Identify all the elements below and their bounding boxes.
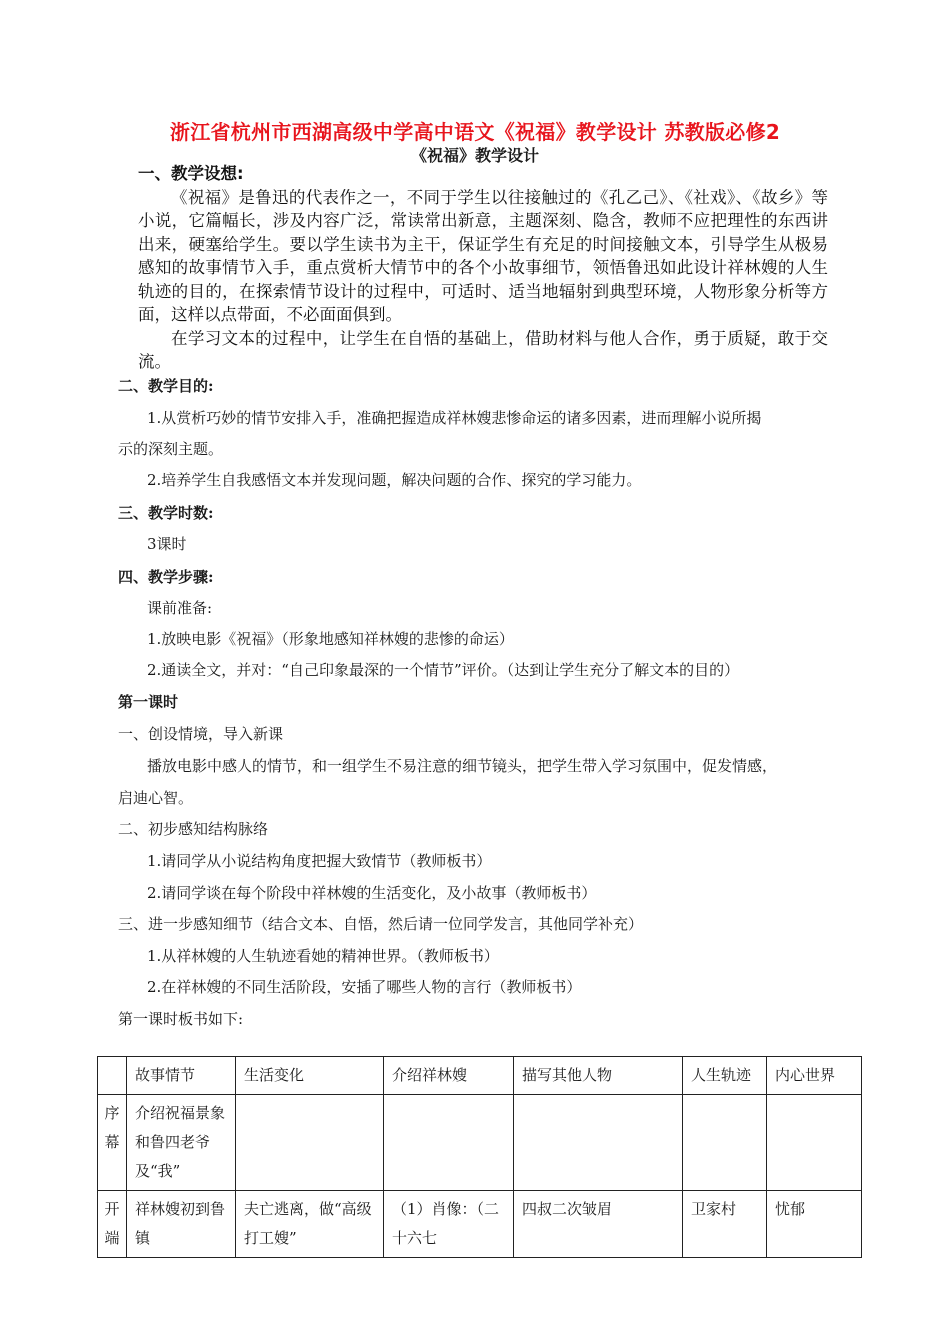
table-header-cell: 内心世界: [767, 1057, 862, 1095]
table-cell: 介绍祝福景象和鲁四老爷及“我”: [127, 1095, 236, 1191]
prep-item-1: 1.放映电影《祝福》（形象地感知祥林嫂的悲惨的命运）: [147, 630, 514, 648]
intro-paragraph-2: 在学习文本的过程中，让学生在自悟的基础上，借助材料与他人合作，勇于质疑，敢于交流。: [138, 328, 828, 371]
document-subtitle: 《祝福》教学设计: [410, 146, 539, 165]
intro-section: [138, 162, 828, 374]
table-header-cell: [98, 1057, 127, 1095]
table-header-cell: 人生轨迹: [683, 1057, 767, 1095]
hours-value: 3课时: [147, 535, 187, 553]
table-cell: 祥林嫂初到鲁镇: [127, 1191, 236, 1258]
section-heading-ideas: 一、教学设想:: [138, 164, 244, 183]
prep-label: 课前准备:: [147, 599, 213, 617]
section-heading-goals: 二、教学目的:: [118, 377, 214, 395]
table-cell: [514, 1095, 683, 1191]
table-row: [98, 1191, 862, 1258]
table-cell: 序幕: [98, 1095, 127, 1191]
table-cell: [767, 1095, 862, 1191]
goal-item-1: 1.从赏析巧妙的情节安排入手，准确把握造成祥林嫂悲惨命运的诸多因素，进而理解小说所揭: [147, 409, 762, 427]
section-heading-steps: 四、教学步骤:: [118, 568, 214, 586]
goal-item-1-cont: 示的深刻主题。: [118, 440, 224, 458]
lesson-heading: 第一课时: [118, 693, 179, 711]
board-table: [97, 1056, 862, 1258]
table-cell: [683, 1095, 767, 1191]
document-title: 浙江省杭州市西湖高级中学高中语文《祝福》教学设计 苏教版必修2: [169, 120, 781, 144]
prep-item-2: 2.通读全文，并对：“自己印象最深的一个情节”评价。（达到让学生充分了解文本的目的）: [147, 661, 740, 679]
step-2-item-2: 2.请同学谈在每个阶段中祥林嫂的生活变化，及小故事（教师板书）: [147, 884, 597, 902]
step-3-item-2: 2.在祥林嫂的不同生活阶段，安插了哪些人物的言行（教师板书）: [147, 978, 582, 996]
table-cell: 开端: [98, 1191, 127, 1258]
table-cell: 忧郁: [767, 1191, 862, 1258]
table-cell: 四叔二次皱眉: [514, 1191, 683, 1258]
step-3-item-1: 1.从祥林嫂的人生轨迹看她的精神世界。（教师板书）: [147, 947, 499, 965]
step-2: 二、初步感知结构脉络: [118, 820, 269, 838]
goal-item-2: 2.培养学生自我感悟文本并发现问题，解决问题的合作、探究的学习能力。: [147, 471, 642, 489]
table-header-cell: 生活变化: [236, 1057, 384, 1095]
table-cell: [384, 1095, 514, 1191]
table-header-cell: 故事情节: [127, 1057, 236, 1095]
table-cell: 卫家村: [683, 1191, 767, 1258]
table-row: [98, 1095, 862, 1191]
table-cell: （1）肖像：（二十六七: [384, 1191, 514, 1258]
table-cell: 夫亡逃离，做“高级打工嫂”: [236, 1191, 384, 1258]
step-3: 三、进一步感知细节（结合文本、自悟，然后请一位同学发言，其他同学补充）: [118, 915, 644, 933]
step-1-text-cont: 启迪心智。: [118, 789, 194, 807]
table-header-row: [98, 1057, 862, 1095]
intro-paragraph-1: 《祝福》是鲁迅的代表作之一，不同于学生以往接触过的《孔乙己》、《社戏》、《故乡》等小说，它篇幅长，涉及内容广泛，常读常出新意，主题深刻、隐含，教师不应把理性的东西讲出来，硬塞给学生。要以学生读书为主干，保证学生有充足的时间接触文本，引导学生从极易感知的故事情节入手，重点赏析大情节中的各个小故事细节，领悟鲁迅如此设计祥林嫂的人生轨迹的目的，在探索情节设计的过程中，可适时、适当地辐射到典型环境，人物形象分析等方面，这样以点带面，不必面面俱到。: [138, 187, 828, 324]
board-caption: 第一课时板书如下:: [118, 1010, 244, 1028]
table-header-cell: 介绍祥林嫂: [384, 1057, 514, 1095]
table-cell: [236, 1095, 384, 1191]
section-heading-hours: 三、教学时数:: [118, 504, 214, 522]
step-1-text: 播放电影中感人的情节，和一组学生不易注意的细节镜头，把学生带入学习氛围中，促发情感，: [147, 757, 778, 775]
step-1: 一、创设情境，导入新课: [118, 725, 284, 743]
step-2-item-1: 1.请同学从小说结构角度把握大致情节（教师板书）: [147, 852, 492, 870]
table-header-cell: 描写其他人物: [514, 1057, 683, 1095]
